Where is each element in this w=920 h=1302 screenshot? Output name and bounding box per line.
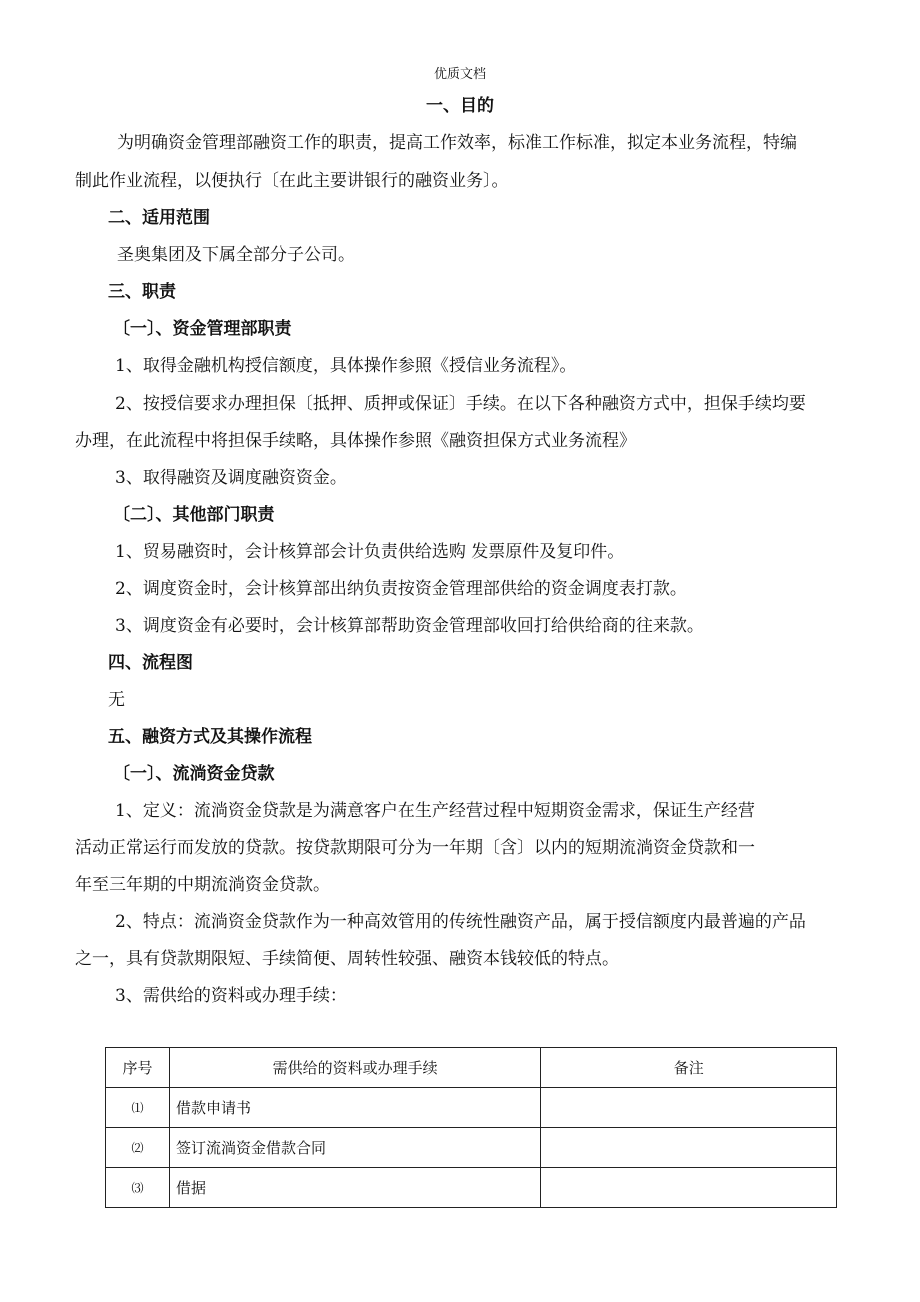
other-duty-item-2: 2、调度资金时，会计核算部出纳负责按资金管理部供给的资金调度表打款。 bbox=[115, 579, 687, 599]
table-row bbox=[106, 1128, 837, 1168]
page-header: 优质文档 bbox=[433, 67, 486, 82]
header-no: 序号 bbox=[106, 1048, 170, 1088]
definition-line-3: 年至三年期的中期流淌资金贷款。 bbox=[75, 875, 330, 895]
other-duty-item-3: 3、调度资金有必要时，会计核算部帮助资金管理部收回打给供给商的往来款。 bbox=[115, 616, 704, 636]
row-note bbox=[541, 1128, 837, 1168]
section-1-title: 一、目的 bbox=[426, 96, 494, 116]
row-item: 签订流淌资金借款合同 bbox=[169, 1128, 540, 1168]
definition-line-1: 1、定义：流淌资金贷款是为满意客户在生产经营过程中短期资金需求，保证生产经营 bbox=[115, 801, 755, 821]
subsection-5-1-title: 〔一〕、流淌资金贷款 bbox=[113, 764, 275, 784]
row-item: 借款申请书 bbox=[169, 1088, 540, 1128]
duty-item-3: 3、取得融资及调度融资资金。 bbox=[115, 468, 347, 488]
scope-text: 圣奥集团及下属全部分子公司。 bbox=[117, 245, 355, 265]
flowchart-text: 无 bbox=[108, 690, 125, 710]
row-no: ⑶ bbox=[106, 1168, 170, 1208]
definition-line-2: 活动正常运行而发放的贷款。按贷款期限可分为一年期〔含〕以内的短期流淌资金贷款和一 bbox=[75, 838, 755, 858]
row-no: ⑵ bbox=[106, 1128, 170, 1168]
other-duty-item-1: 1、贸易融资时，会计核算部会计负责供给选购 发票原件及复印件。 bbox=[115, 542, 625, 562]
duty-item-2-line-1: 2、按授信要求办理担保〔抵押、质押或保证〕手续。在以下各种融资方式中，担保手续均要 bbox=[115, 394, 806, 414]
table-row bbox=[106, 1168, 837, 1208]
header-note: 备注 bbox=[541, 1048, 837, 1088]
subsection-3-2-title: 〔二〕、其他部门职责 bbox=[113, 505, 275, 525]
feature-line-1: 2、特点：流淌资金贷款作为一种高效管用的传统性融资产品，属于授信额度内最普遍的产品 bbox=[115, 912, 806, 932]
row-note bbox=[541, 1088, 837, 1128]
requirements-intro: 3、需供给的资料或办理手续： bbox=[115, 986, 347, 1006]
requirements-table bbox=[105, 1047, 837, 1208]
section-5-title: 五、融资方式及其操作流程 bbox=[108, 727, 312, 747]
purpose-text-line-1: 为明确资金管理部融资工作的职责，提高工作效率，标准工作标准，拟定本业务流程，特编 bbox=[117, 133, 797, 153]
row-note bbox=[541, 1168, 837, 1208]
table-header-row bbox=[106, 1048, 837, 1088]
section-2-title: 二、适用范围 bbox=[108, 208, 210, 228]
table-row bbox=[106, 1088, 837, 1128]
section-4-title: 四、流程图 bbox=[108, 653, 193, 673]
feature-line-2: 之一，具有贷款期限短、手续简便、周转性较强、融资本钱较低的特点。 bbox=[75, 949, 619, 969]
duty-item-1: 1、取得金融机构授信额度，具体操作参照《授信业务流程》。 bbox=[115, 356, 577, 376]
purpose-text-line-2: 制此作业流程，以便执行〔在此主要讲银行的融资业务〕。 bbox=[75, 171, 509, 191]
row-item: 借据 bbox=[169, 1168, 540, 1208]
section-3-title: 三、职责 bbox=[108, 282, 176, 302]
header-item: 需供给的资料或办理手续 bbox=[169, 1048, 540, 1088]
row-no: ⑴ bbox=[106, 1088, 170, 1128]
subsection-3-1-title: 〔一〕、资金管理部职责 bbox=[113, 319, 292, 339]
duty-item-2-line-2: 办理，在此流程中将担保手续略，具体操作参照《融资担保方式业务流程》 bbox=[75, 431, 636, 451]
